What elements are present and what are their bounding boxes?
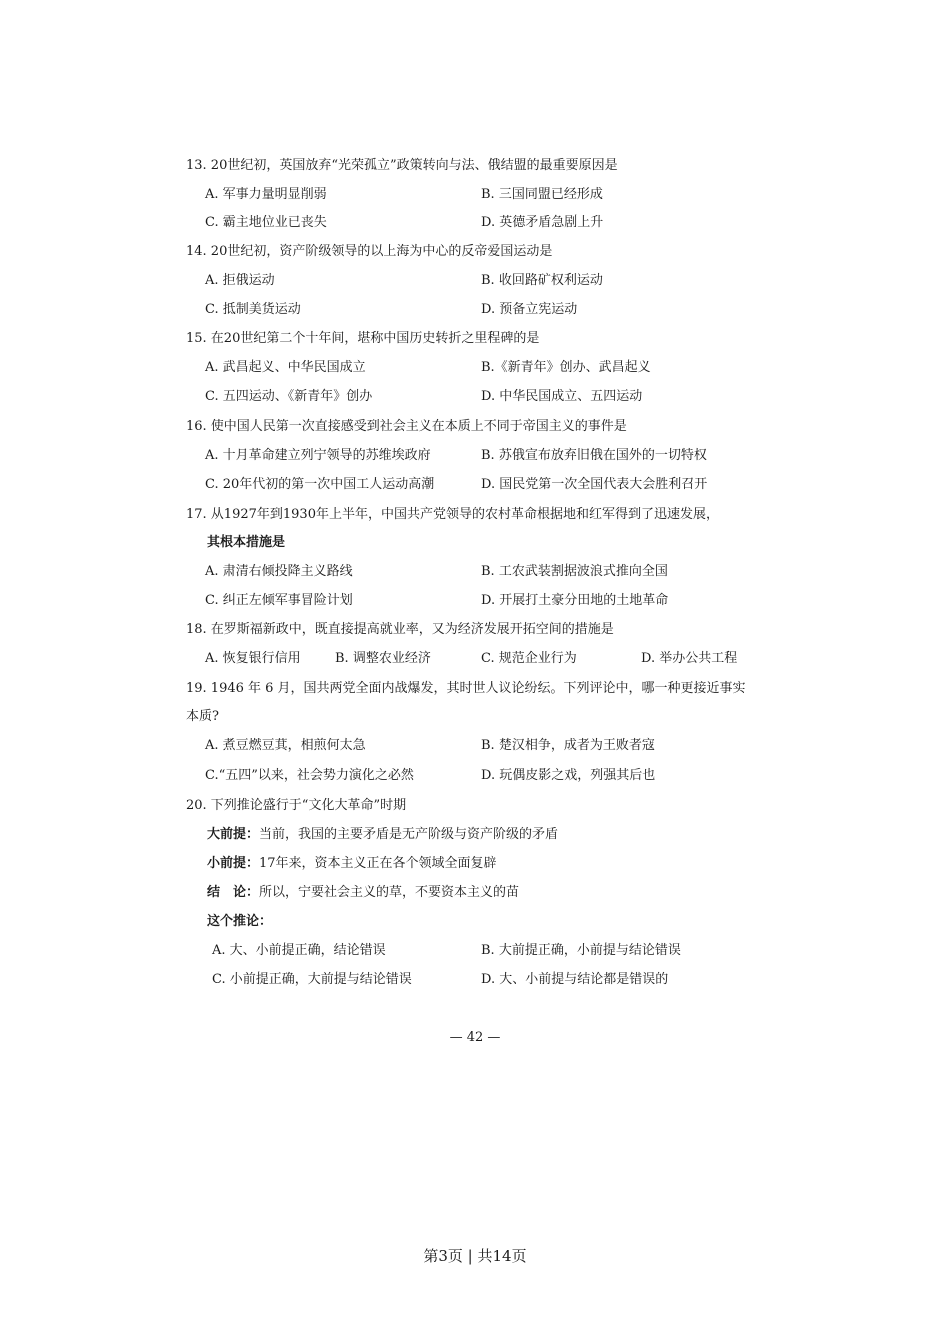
major-premise xyxy=(207,826,558,844)
q19-option-c: C.“五四”以来，社会势力演化之必然 xyxy=(205,768,414,783)
major-premise-text: 当前，我国的主要矛盾是无产阶级与资产阶级的矛盾 xyxy=(259,827,559,842)
q17-option-d: D. 开展打土豪分田地的土地革命 xyxy=(481,593,669,608)
q13-option-b: B. 三国同盟已经形成 xyxy=(481,187,603,202)
page-number: — 42 — xyxy=(449,1030,501,1045)
q13-option-c: C. 霸主地位业已丧失 xyxy=(205,215,327,230)
q16-option-c: C. 20年代初的第一次中国工人运动高潮 xyxy=(205,477,435,492)
minor-premise-label: 小前提： xyxy=(207,856,260,871)
question-14-stem: 14. 20世纪初，资产阶级领导的以上海为中心的反帝爱国运动是 xyxy=(186,244,553,259)
q20-option-d: D. 大、小前提与结论都是错误的 xyxy=(481,972,669,987)
q15-option-b: B.《新青年》创办、武昌起义 xyxy=(481,360,651,375)
question-19-stem-continued: 本质? xyxy=(186,709,219,724)
q16-option-b: B. 苏俄宣布放弃旧俄在国外的一切特权 xyxy=(481,448,707,463)
q20-option-c: C. 小前提正确，大前提与结论错误 xyxy=(212,972,412,987)
question-16-stem: 16. 使中国人民第一次直接感受到社会主义在本质上不同于帝国主义的事件是 xyxy=(186,419,627,434)
q15-option-d: D. 中华民国成立、五四运动 xyxy=(481,389,643,404)
conclusion-label: 结 论： xyxy=(207,885,260,900)
question-13-stem: 13. 20世纪初，英国放弃“光荣孤立”政策转向与法、俄结盟的最重要原因是 xyxy=(186,158,618,173)
q17-option-a: A. 肃清右倾投降主义路线 xyxy=(205,564,353,579)
q18-option-a: A. 恢复银行信用 xyxy=(205,651,301,666)
q19-option-d: D. 玩偶皮影之戏，列强其后也 xyxy=(481,768,656,783)
q18-option-b: B. 调整农业经济 xyxy=(335,651,431,666)
question-19-stem: 19. 1946 年 6 月，国共两党全面内战爆发，其时世人议论纷纭。下列评论中，哪一种更接近事实 xyxy=(186,681,746,696)
inference-lead: 这个推论： xyxy=(207,914,273,929)
q14-option-c: C. 抵制美货运动 xyxy=(205,302,301,317)
q17-option-c: C. 纠正左倾军事冒险计划 xyxy=(205,593,353,608)
q15-option-c: C. 五四运动、《新青年》创办 xyxy=(205,389,373,404)
minor-premise xyxy=(207,855,497,873)
q19-option-b: B. 楚汉相争，成者为王败者寇 xyxy=(481,738,655,753)
q14-option-d: D. 预备立宪运动 xyxy=(481,302,578,317)
q14-option-a: A. 拒俄运动 xyxy=(205,273,275,288)
q15-option-a: A. 武昌起义、中华民国成立 xyxy=(205,360,366,375)
major-premise-label: 大前提： xyxy=(207,827,260,842)
q13-option-a: A. 军事力量明显削弱 xyxy=(205,187,327,202)
q13-option-d: D. 英德矛盾急剧上升 xyxy=(481,215,604,230)
page-footer: 第3页 | 共14页 xyxy=(423,1247,527,1265)
q20-option-b: B. 大前提正确，小前提与结论错误 xyxy=(481,943,681,958)
question-15-stem: 15. 在20世纪第二个十年间，堪称中国历史转折之里程碑的是 xyxy=(186,331,540,346)
q14-option-b: B. 收回路矿权利运动 xyxy=(481,273,603,288)
q19-option-a: A. 煮豆燃豆萁，相煎何太急 xyxy=(205,738,366,753)
q17-option-b: B. 工农武装割据波浪式推向全国 xyxy=(481,564,668,579)
q20-option-a: A. 大、小前提正确，结论错误 xyxy=(212,943,386,958)
question-17-stem: 17. 从1927年到1930年上半年，中国共产党领导的农村革命根据地和红军得到了迅速发展， xyxy=(186,507,719,522)
question-17-stem-continued: 其根本措施是 xyxy=(207,535,286,550)
question-18-stem: 18. 在罗斯福新政中，既直接提高就业率，又为经济发展开拓空间的措施是 xyxy=(186,622,614,637)
conclusion xyxy=(207,884,519,902)
conclusion-text: 所以，宁要社会主义的草，不要资本主义的苗 xyxy=(259,885,520,900)
q16-option-a: A. 十月革命建立列宁领导的苏维埃政府 xyxy=(205,448,431,463)
q18-option-c: C. 规范企业行为 xyxy=(481,651,577,666)
q18-option-d: D. 举办公共工程 xyxy=(641,651,738,666)
minor-premise-text: 17年来，资本主义正在各个领域全面复辟 xyxy=(259,856,497,871)
q16-option-d: D. 国民党第一次全国代表大会胜利召开 xyxy=(481,477,708,492)
question-20-stem: 20. 下列推论盛行于“文化大革命”时期 xyxy=(186,798,407,813)
